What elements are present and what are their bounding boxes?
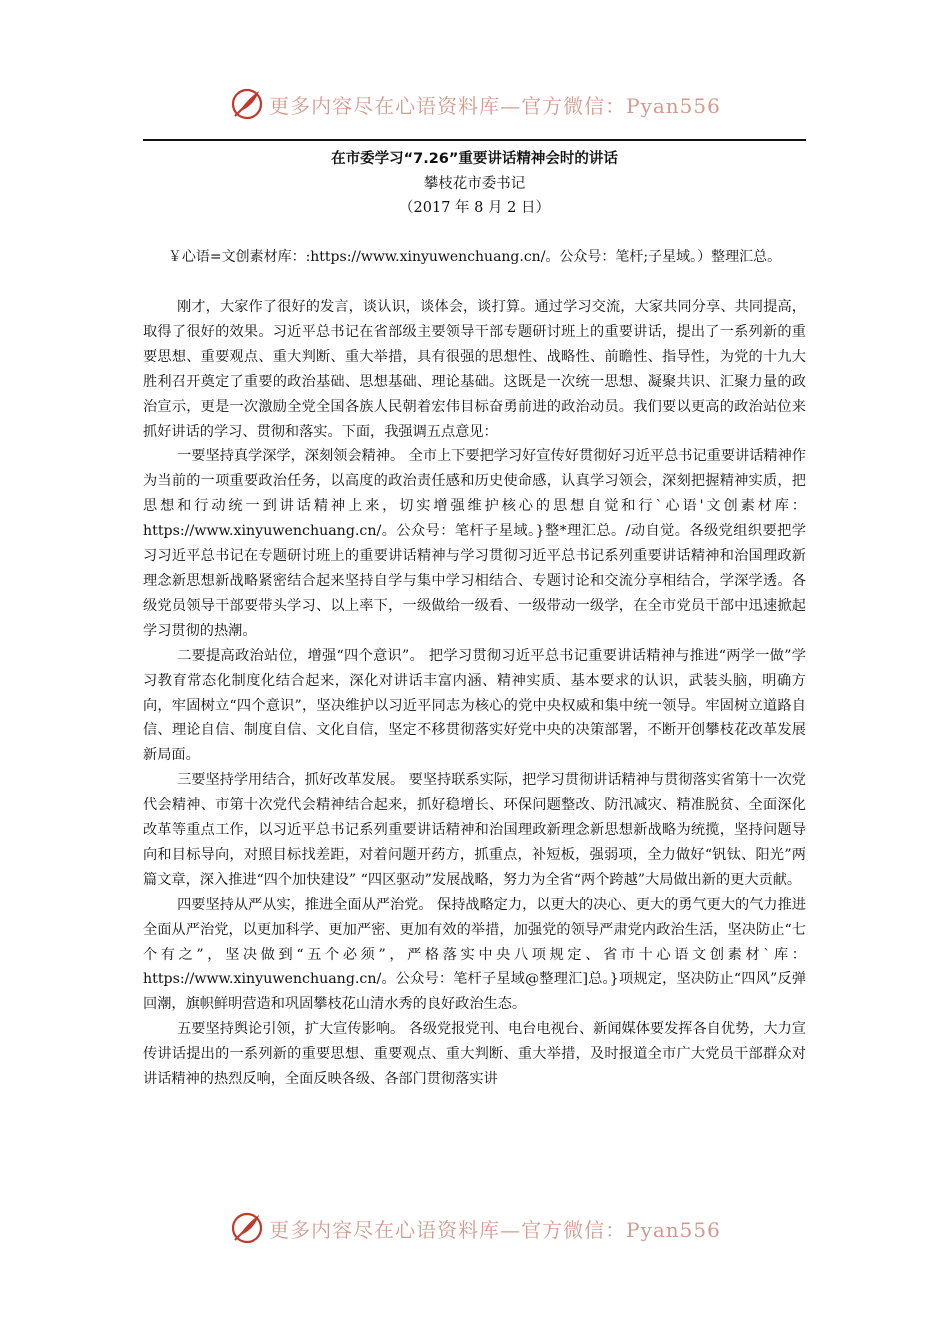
document-body xyxy=(143,295,806,1092)
feather-pen-logo-icon xyxy=(229,1210,265,1246)
footer-banner xyxy=(0,1208,950,1248)
paragraph-point-2: 二要提高政治站位，增强“四个意识”。 把学习贯彻习近平总书记重要讲话精神与推进“两学一做”学习教育常态化制度化结合起来，深化对讲话丰富内涵、精神实质、基本要求的认识，武装头脑，明确方向，牢固树立“四个意识”，坚决维护以习近平同志为核心的党中央权威和集中统一领导。牢固树立道路自信、理论自信、制度自信、文化自信，坚定不移贯彻落实好党中央的决策部署，不断开创攀枝花改革发展新局面。 xyxy=(143,647,806,764)
source-note: ￥心语=文创素材库：:https://www.xinyuwenchuang.cn/。公众号：笔杆;子星域。）整理汇总。 xyxy=(167,249,782,265)
header-divider xyxy=(143,139,806,141)
document-title: 在市委学习“7.26”重要讲话精神会时的讲话 xyxy=(331,151,618,167)
document-date: （2017 年 8 月 2 日） xyxy=(399,200,550,216)
paragraph-point-5: 五要坚持舆论引领，扩大宣传影响。 各级党报党刊、电台电视台、新闻媒体要发挥各自优势，大力宣传讲话提出的一系列新的重要思想、重要观点、重大判断、重大举措，及时报道全市广大党员干部群众对讲话精神的热烈反响，全面反映各级、各部门贯彻落实讲 xyxy=(143,1021,806,1088)
document-author: 攀枝花市委书记 xyxy=(423,176,526,192)
header-banner xyxy=(0,84,950,124)
paragraph-intro: 刚才，大家作了很好的发言，谈认识，谈体会，谈打算。通过学习交流，大家共同分享、共同提高，取得了很好的效果。习近平总书记在省部级主要领导干部专题研讨班上的重要讲话，提出了一系列新的重要思想、重要观点、重大判断、重大举措，具有很强的思想性、战略性、前瞻性、指导性，为党的十九大胜利召开奠定了重要的政治基础、思想基础、理论基础。这既是一次统一思想、凝聚共识、汇聚力量的政治宣示，更是一次激励全党全国各族人民朝着宏伟目标奋勇前进的政治动员。我们要以更高的政治站位来抓好讲话的学习、贯彻和落实。下面，我强调五点意见： xyxy=(143,299,806,440)
paragraph-point-1: 一要坚持真学深学，深刻领会精神。 全市上下要把学习好宣传好贯彻好习近平总书记重要讲话精神作为当前的一项重要政治任务，以高度的政治责任感和历史使命感，认真学习领会，深刻把握精神实质，把思想和行动统一到讲话精神上来，切实增强维护核心的思想自觉和行`心语'文创素材库：https://www.xinyuwenchuang.cn/。公众号：笔杆子星域。}整*理汇总。/动自觉。各级党组织要把学习习近平总书记在专题研讨班上的重要讲话精神与学习贯彻习近平总书记系列重要讲话精神和治国理政新理念新思想新战略紧密结合起来坚持自学与集中学习相结合、专题讨论和交流分享相结合，学深学透。各级党员领导干部要带头学习、以上率下，一级做给一级看、一级带动一级学，在全市党员干部中迅速掀起学习贯彻的热潮。 xyxy=(143,448,806,639)
feather-pen-logo-icon xyxy=(229,86,265,122)
paragraph-point-3: 三要坚持学用结合，抓好改革发展。 要坚持联系实际，把学习贯彻讲话精神与贯彻落实省第十一次党代会精神、市第十次党代会精神结合起来，抓好稳增长、环保问题整改、防汛减灾、精准脱贫、全面深化改革等重点工作，以习近平总书记系列重要讲话精神和治国理政新理念新思想新战略为统揽，坚持问题导向和目标导向，对照目标找差距，对着问题开药方，抓重点，补短板，强弱项，全力做好“钒钛、阳光”两篇文章，深入推进“四个加快建设” “四区驱动”发展战略，努力为全省“两个跨越”大局做出新的更大贡献。 xyxy=(143,772,806,888)
header-banner-text: 更多内容尽在心语资料库—官方微信：Pyan556 xyxy=(269,93,721,118)
paragraph-point-4: 四要坚持从严从实，推进全面从严治党。 保持战略定力，以更大的决心、更大的勇气更大的气力推进全面从严治党，以更加科学、更加严密、更加有效的举措，加强党的领导严肃党内政治生活，坚决防止“七个有之”，坚决做到“五个必须”，严格落实中央八项规定、省市十心语文创素材`库：https://www.xinyuwenchuang.cn/。公众号：笔杆子星域@整理汇]总。}项规定，坚决防止“四风”反弹回潮，旗帜鲜明营造和巩固攀枝花山清水秀的良好政治生态。 xyxy=(143,896,806,1013)
footer-banner-text: 更多内容尽在心语资料库—官方微信：Pyan556 xyxy=(269,1217,721,1242)
